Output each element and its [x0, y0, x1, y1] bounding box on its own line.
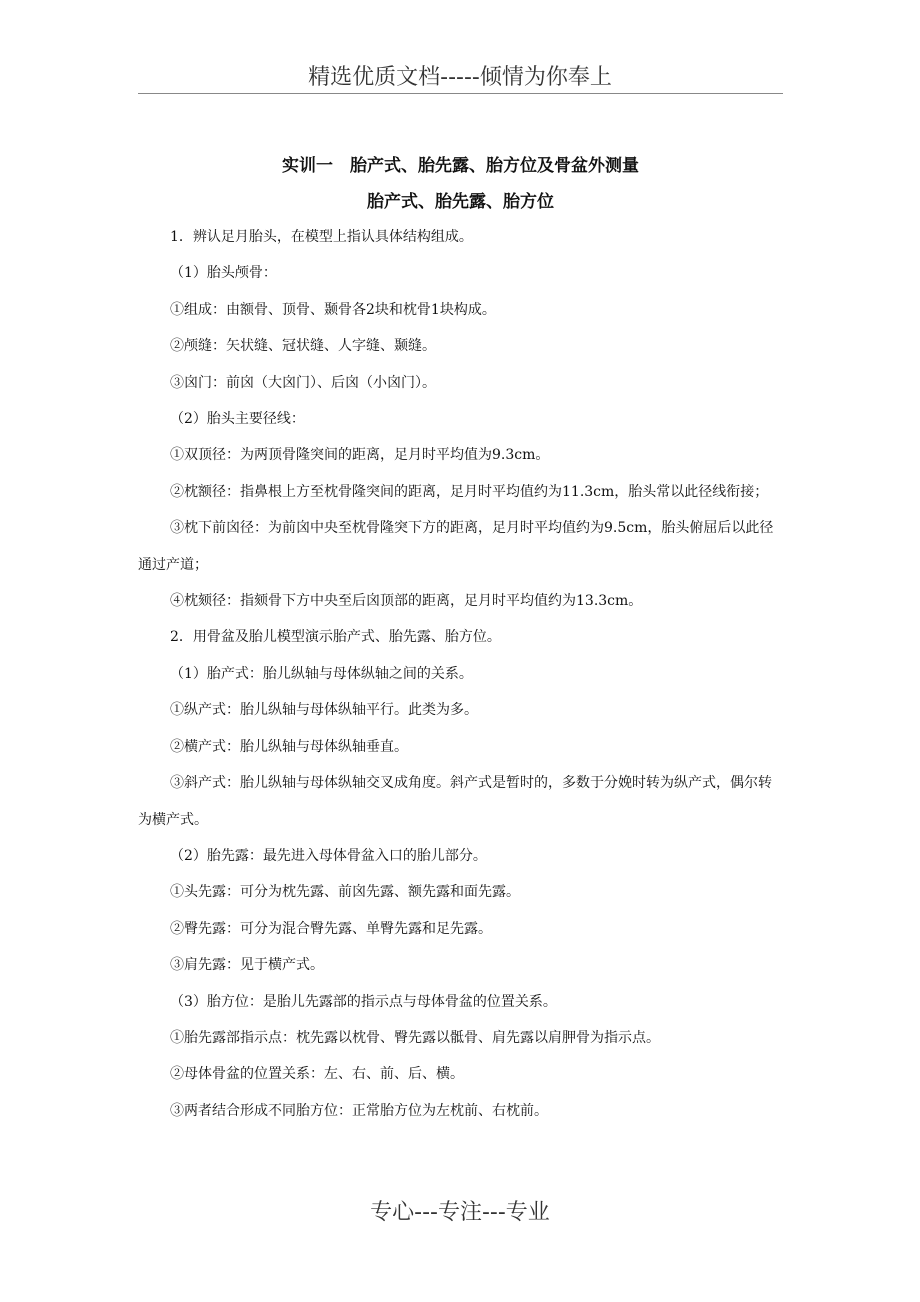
- paragraph: （1）胎头颅骨：: [170, 265, 277, 282]
- paragraph: （3）胎方位：是胎儿先露部的指示点与母体骨盆的位置关系。: [170, 993, 557, 1010]
- paragraph: ③囟门：前囟（大囟门）、后囟（小囟门）。: [170, 374, 436, 391]
- document-title: 实训一 胎产式、胎先露、胎方位及骨盆外测量: [282, 156, 639, 176]
- paragraph: ②母体骨盆的位置关系：左、右、前、后、横。: [170, 1066, 464, 1083]
- paragraph: ①组成：由额骨、顶骨、颞骨各2块和枕骨1块构成。: [170, 301, 496, 318]
- paragraph: （1）胎产式：胎儿纵轴与母体纵轴之间的关系。: [170, 665, 473, 682]
- paragraph: ①双顶径：为两顶骨隆突间的距离，足月时平均值为9.3cm。: [170, 447, 550, 464]
- page-footer: 专心---专注---专业: [370, 1200, 550, 1225]
- section-title: 胎产式、胎先露、胎方位: [367, 192, 554, 212]
- paragraph: ④枕颏径：指颏骨下方中央至后囟顶部的距离，足月时平均值约为13.3cm。: [170, 593, 643, 610]
- header-divider: [138, 93, 783, 94]
- paragraph: ②枕额径：指鼻根上方至枕骨隆突间的距离，足月时平均值约为11.3cm，胎头常以此径线衔接；: [170, 483, 769, 500]
- paragraph: （2）胎先露：最先进入母体骨盆入口的胎儿部分。: [170, 847, 487, 864]
- paragraph: ③肩先露：见于横产式。: [170, 957, 324, 974]
- paragraph: ②臀先露：可分为混合臀先露、单臀先露和足先露。: [170, 920, 492, 937]
- paragraph: （2）胎头主要径线：: [170, 411, 305, 428]
- paragraph: ①纵产式：胎儿纵轴与母体纵轴平行。此类为多。: [170, 702, 478, 719]
- paragraph: 2．用骨盆及胎儿模型演示胎产式、胎先露、胎方位。: [170, 629, 501, 646]
- paragraph: 1．辨认足月胎头，在模型上指认具体结构组成。: [170, 229, 473, 245]
- page-header: 精选优质文档-----倾情为你奉上: [308, 65, 612, 90]
- paragraph: ③枕下前囟径：为前囟中央至枕骨隆突下方的距离，足月时平均值约为9.5cm，胎头俯屈后以此径通过产道；: [138, 520, 774, 573]
- paragraph: ①头先露：可分为枕先露、前囟先露、额先露和面先露。: [170, 884, 520, 901]
- paragraph: ②颅缝：矢状缝、冠状缝、人字缝、颞缝。: [170, 338, 436, 355]
- paragraph: ①胎先露部指示点：枕先露以枕骨、臀先露以骶骨、肩先露以肩胛骨为指示点。: [170, 1029, 660, 1046]
- paragraph: ③斜产式：胎儿纵轴与母体纵轴交叉成角度。斜产式是暂时的，多数于分娩时转为纵产式，偶尔转为横产式。: [138, 775, 772, 828]
- paragraph: ③两者结合形成不同胎方位：正常胎方位为左枕前、右枕前。: [170, 1102, 548, 1119]
- paragraph: ②横产式：胎儿纵轴与母体纵轴垂直。: [170, 738, 408, 755]
- document-body: [138, 155, 783, 1129]
